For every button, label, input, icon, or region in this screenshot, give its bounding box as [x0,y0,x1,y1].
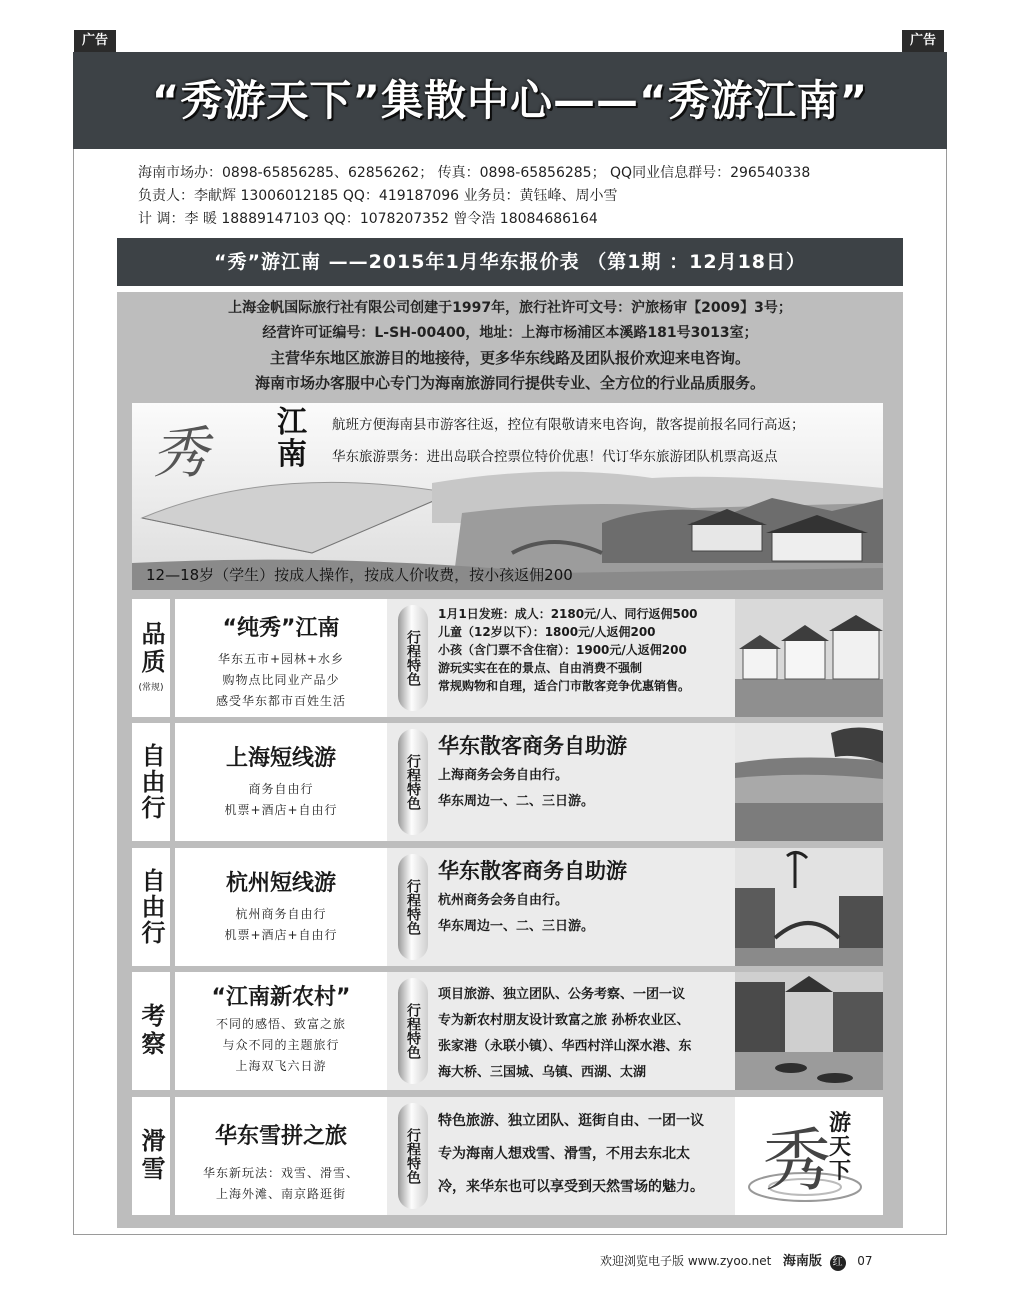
detail-line: 专为海南人想戏雪、滑雪，不用去东北太 [438,1146,690,1162]
brand-logo-panel [735,1097,883,1215]
product-row [132,972,883,1090]
detail-line: 华东周边一、二、三日游。 [438,919,595,934]
detail-line: 常规购物和自理，适合门市散客竞争优惠销售。 [438,679,691,693]
product-detail [387,723,735,841]
product-row [132,1097,883,1215]
feature-label-bar [398,854,428,960]
detail-line: 1月1日发班：成人：2180元/人、同行返佣500 [438,607,698,621]
product-line: 华东新玩法：戏雪、滑雪、 [202,1166,359,1180]
contact-line: 海南市场办：0898-65856285、62856262； 传真：0898-65856285； QQ同业信息群号：296540338 [138,165,811,181]
product-name-block [175,972,387,1090]
student-pricing-note: 12—18岁（学生）按成人操作，按成人价收费，按小孩返佣200 [146,566,573,584]
row-category [132,599,170,717]
product-line: 杭州商务自由行 [235,907,327,921]
feature-label-bar [398,729,428,835]
footer-website-text: 欢迎浏览电子版 www.zyoo.net [600,1254,772,1268]
product-row [132,723,883,841]
product-line: 上海双飞六日游 [235,1059,327,1073]
product-line: 机票+酒店+自由行 [224,928,338,942]
jiangnan-calligraphy-mark: 江南 [277,405,307,472]
price-list-title: “秀”游江南 ——2015年1月华东报价表 （第1期 ：12月18日） [117,238,903,286]
brand-xiu-glyph: 秀 [763,1122,832,1201]
product-row [132,599,883,717]
product-line: 感受华东都市百姓生活 [215,694,346,708]
detail-line: 冷，来华东也可以享受到天然雪场的魅力。 [438,1179,704,1195]
brand-you-tianxia-text: 游天下 [829,1110,852,1184]
row-category [132,1097,170,1215]
footer-edition: 海南版 [782,1254,822,1269]
detail-line: 上海商务会务自由行。 [438,768,569,783]
detail-line: 特色旅游、独立团队、逛街自由、一团一议 [438,1113,704,1129]
ad-tag-left: 广告 [74,30,116,52]
detail-line: 游玩实实在在的景点、自由消费不强制 [438,661,643,675]
flight-info-text: 航班方便海南县市游客往返，控位有限敬请来电咨询，散客提前报名同行高返； [332,417,805,433]
feature-label: 行程特色 [405,1003,421,1059]
product-line: 机票+酒店+自由行 [224,803,338,817]
detail-line: 华东周边一、二、三日游。 [438,794,595,809]
detail-line: 海大桥、三国城、乌镇、西湖、太湖 [438,1065,647,1080]
headline-banner: “秀游天下”集散中心——“秀游江南” [73,52,947,149]
xiu-calligraphy-mark: 秀 [152,421,208,486]
ticketing-info-text: 华东旅游票务：进出岛联合控票位特价优惠！代订华东旅游团队机票高返点 [332,449,778,465]
product-row [132,848,883,966]
row-category [132,972,170,1090]
feature-label: 行程特色 [405,754,421,810]
feature-label: 行程特色 [405,1128,421,1184]
contact-line: 计 调：李 暖 18889147103 QQ：1078207352 曾令浩 18084686164 [138,211,598,227]
canal-town-photo [735,848,883,966]
product-line: 与众不同的主题旅行 [222,1038,340,1052]
product-title: 华东雪拼之旅 [214,1124,347,1149]
category-label: 自由行 [137,868,165,946]
detail-line: 项目旅游、独立团队、公务考察、一团一议 [438,987,686,1002]
xiu-you-tianxia-logo [745,1103,875,1209]
category-label: 品质 [137,621,165,677]
row-category [132,848,170,966]
product-title: 杭州短线游 [225,871,336,896]
detail-line: 小孩（含门票不含住宿）：1900元/人返佣200 [438,643,687,657]
category-label: 自由行 [137,743,165,821]
product-line: 商务自由行 [248,782,314,796]
intro-line: 主营华东地区旅游目的地接待，更多华东线路及团队报价欢迎来电咨询。 [269,349,750,367]
product-detail [387,972,735,1090]
feature-label: 行程特色 [405,879,421,935]
product-title: “纯秀”江南 [222,616,340,641]
jiangnan-scenery-banner [132,403,883,590]
product-name-block [175,848,387,966]
feature-label-bar [398,605,428,711]
intro-line: 经营许可证编号：L-SH-00400，地址：上海市杨浦区本溪路181号3013室； [262,325,758,341]
intro-line: 上海金帆国际旅行社有限公司创建于1997年，旅行社许可文号：沪旅杨审【2009】3号； [228,300,792,316]
category-label: 考察 [137,1003,165,1059]
intro-line: 海南市场办客服中心专门为海南旅游同行提供专业、全方位的行业品质服务。 [254,374,765,392]
product-detail [387,1097,735,1215]
product-title: “江南新农村” [211,985,351,1010]
product-name-block [175,1097,387,1215]
river-boats-photo [735,972,883,1090]
detail-line: 专为新农村朋友设计致富之旅 孙桥农业区、 [438,1013,690,1028]
detail-headline: 华东散客商务自助游 [438,734,627,758]
lake-photo [735,723,883,841]
row-category [132,723,170,841]
product-name-block [175,599,387,717]
category-label: 滑雪 [137,1128,165,1184]
feature-label-bar [398,978,428,1084]
feature-label-bar [398,1103,428,1209]
product-line: 不同的感悟、致富之旅 [215,1017,346,1031]
detail-line: 张家港（永联小镇）、华西村洋山深水港、东 [438,1039,692,1054]
page-footer [600,1250,873,1271]
contact-block [138,162,898,231]
product-line: 上海外滩、南京路逛街 [215,1187,346,1201]
company-intro [117,296,903,396]
ad-tag-right: 广告 [902,30,944,52]
edition-badge-icon: 红 [830,1255,846,1271]
product-title: 上海短线游 [225,746,336,771]
category-sub-label: (常规) [138,683,164,693]
detail-line: 杭州商务会务自由行。 [438,893,569,908]
detail-headline: 华东散客商务自助游 [438,859,627,883]
product-detail [387,848,735,966]
contact-line: 负责人：李献辉 13006012185 QQ：419187096 业务员：黄钰峰、周小雪 [138,188,618,204]
product-name-block [175,723,387,841]
feature-label: 行程特色 [405,630,421,686]
product-line: 华东五市+园林+水乡 [217,652,345,666]
detail-line: 儿童（12岁以下）：1800元/人返佣200 [438,625,656,639]
product-detail [387,599,735,717]
water-town-photo [735,599,883,717]
product-line: 购物点比同业产品少 [222,673,340,687]
page-number: 07 [857,1254,873,1268]
